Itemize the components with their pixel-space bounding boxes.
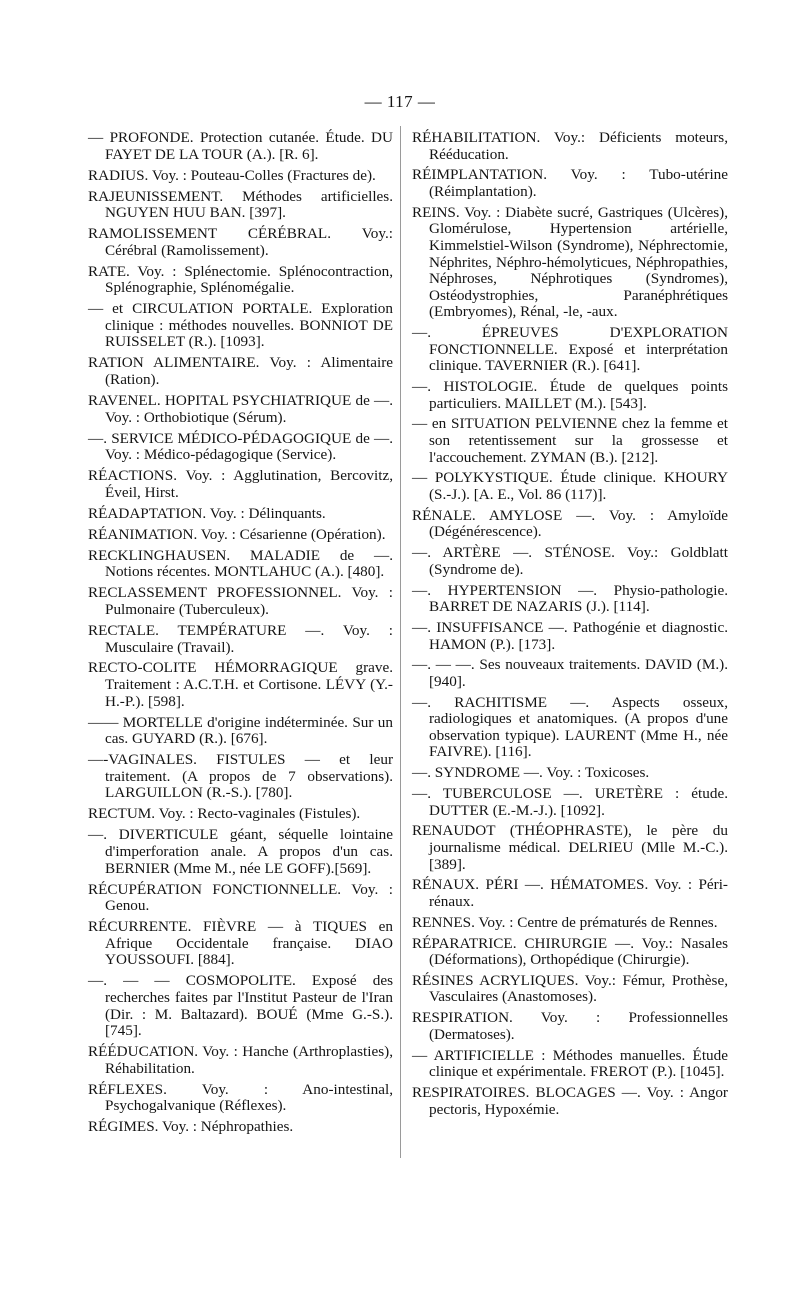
index-entry: RÉACTIONS. Voy. : Agglutination, Bercovitz, Éveil, Hirst. bbox=[88, 467, 393, 501]
index-entry: RÉCURRENTE. FIÈVRE — à TIQUES en Afrique Occidentale française. DIAO YOUSSOUFI. [884]. bbox=[88, 918, 393, 969]
index-entry: RECLASSEMENT PROFESSIONNEL. Voy. : Pulmonaire (Tuberculeux). bbox=[88, 584, 393, 618]
index-entry: RENAUDOT (THÉOPHRASTE), le père du journalisme médical. DELRIEU (Mlle M.-C.). [389]. bbox=[412, 822, 728, 873]
index-entry: —. RACHITISME —. Aspects osseux, radiologiques et anatomiques. (A propos d'une observation typique). LAURENT (Mme H., née FAIVRE). [116]. bbox=[412, 693, 728, 761]
index-entry: —. — — COSMOPOLITE. Exposé des recherches faites par l'Institut Pasteur de l'Iran (Dir. : M. Baltazard). BOUÉ (Mme G.-S.). [745]. bbox=[88, 972, 393, 1040]
index-entry: RADIUS. Voy. : Pouteau-Colles (Fractures de). bbox=[88, 166, 376, 184]
index-entry: —. TUBERCULOSE —. URETÈRE : étude. DUTTER (E.-M.-J.). [1092]. bbox=[412, 785, 728, 819]
index-entry: —— MORTELLE d'origine indéterminée. Sur un cas. GUYARD (R.). [676]. bbox=[88, 713, 393, 748]
index-entry: RÉCUPÉRATION FONCTIONNELLE. Voy. : Genou. bbox=[88, 880, 393, 915]
index-entry: RECKLINGHAUSEN. MALADIE de —. Notions récentes. MONTLAHUC (A.). [480]. bbox=[88, 546, 393, 581]
index-entry: —. — —. Ses nouveaux traitements. DAVID (M.). [940]. bbox=[412, 656, 728, 690]
left-column bbox=[88, 130, 393, 1140]
index-entry: —. DIVERTICULE géant, séquelle lointaine d'imperforation anale. A propos d'un cas. BERNIER (Mme M., née LE GOFF).[569]. bbox=[88, 826, 393, 877]
page-number: — 117 — bbox=[364, 92, 436, 111]
right-column bbox=[412, 130, 728, 1122]
index-entry: RENNES. Voy. : Centre de prématurés de Rennes. bbox=[412, 913, 718, 931]
index-entry: RATE. Voy. : Splénectomie. Splénocontraction, Splénographie, Splénomégalie. bbox=[88, 262, 393, 297]
index-entry: — et CIRCULATION PORTALE. Exploration clinique : méthodes nouvelles. BONNIOT DE RUISSELET (R.). [1093]. bbox=[88, 300, 393, 351]
index-entry: RECTO-COLITE HÉMORRAGIQUE grave. Traitement : A.C.T.H. et Cortisone. LÉVY (Y.-H.-P.). [598]. bbox=[88, 659, 393, 710]
index-entry: RÉNAUX. PÉRI —. HÉMATOMES. Voy. : Péri-rénaux. bbox=[412, 876, 728, 910]
index-entry: RÉFLEXES. Voy. : Ano-intestinal, Psychogalvanique (Réflexes). bbox=[88, 1080, 393, 1115]
index-entry: RÉPARATRICE. CHIRURGIE —. Voy.: Nasales (Déformations), Orthopédique (Chirurgie). bbox=[412, 934, 728, 969]
index-entry: RECTALE. TEMPÉRATURE —. Voy. : Musculaire (Travail). bbox=[88, 621, 393, 656]
index-entry: RATION ALIMENTAIRE. Voy. : Alimentaire (Ration). bbox=[88, 354, 393, 389]
index-entry: — PROFONDE. Protection cutanée. Étude. DU FAYET DE LA TOUR (A.). [R. 6]. bbox=[88, 129, 393, 163]
index-entry: RÉSINES ACRYLIQUES. Voy.: Fémur, Prothèse, Vasculaires (Anastomoses). bbox=[412, 971, 728, 1006]
index-entry: — en SITUATION PELVIENNE chez la femme et son retentissement sur la grossesse et l'accouchement. ZYMAN (B.). [212]. bbox=[412, 415, 728, 466]
column-divider bbox=[400, 126, 401, 1158]
index-entry: RÉNALE. AMYLOSE —. Voy. : Amyloïde (Dégénérescence). bbox=[412, 506, 728, 541]
index-entry: RÉIMPLANTATION. Voy. : Tubo-utérine (Réimplantation). bbox=[412, 166, 728, 200]
index-entry: RÉÉDUCATION. Voy. : Hanche (Arthroplasties), Réhabilitation. bbox=[88, 1043, 393, 1077]
index-entry: —. ARTÈRE —. STÉNOSE. Voy.: Goldblatt (Syndrome de). bbox=[412, 544, 728, 578]
index-entry: RESPIRATOIRES. BLOCAGES —. Voy. : Angor pectoris, Hypoxémie. bbox=[412, 1084, 728, 1118]
index-entry: —. INSUFFISANCE —. Pathogénie et diagnostic. HAMON (P.). [173]. bbox=[412, 618, 728, 653]
index-entry: RESPIRATION. Voy. : Professionnelles (Dermatoses). bbox=[412, 1009, 728, 1043]
index-entry: RECTUM. Voy. : Recto-vaginales (Fistules). bbox=[88, 805, 361, 823]
index-entry: —. ÉPREUVES D'EXPLORATION FONCTIONNELLE. Exposé et interprétation clinique. TAVERNIER (R.). [641]. bbox=[412, 324, 728, 375]
index-entry: —-VAGINALES. FISTULES — et leur traitement. (A propos de 7 observations). LARGUILLON (R.-S.). [780]. bbox=[88, 751, 393, 802]
index-entry: RAMOLISSEMENT CÉRÉBRAL. Voy.: Cérébral (Ramolissement). bbox=[88, 225, 393, 259]
index-entry: RÉHABILITATION. Voy.: Déficients moteurs, Rééducation. bbox=[412, 129, 728, 163]
index-entry: —. SYNDROME —. Voy. : Toxicoses. bbox=[412, 764, 650, 782]
index-entry: — POLYKYSTIQUE. Étude clinique. KHOURY (S.-J.). [A. E., Vol. 86 (117)]. bbox=[412, 469, 728, 503]
index-entry: RÉGIMES. Voy. : Néphropathies. bbox=[88, 1118, 294, 1136]
index-entry: RAVENEL. HOPITAL PSYCHIATRIQUE de —. Voy. : Orthobiotique (Sérum). bbox=[88, 392, 393, 426]
index-entry: —. HYPERTENSION —. Physio-pathologie. BARRET DE NAZARIS (J.). [114]. bbox=[412, 581, 728, 616]
index-entry: REINS. Voy. : Diabète sucré, Gastriques (Ulcères), Glomérulose, Hypertension artérielle, Kimmelstiel-Wilson (Syndrome), Néphrectomie, Néphrites, Néphro-hémolyticues, Néphropathies, Néphroses, Néphrotiques (Syndromes), Ostéodystrophies, Paranéphrétiques (Embryomes), Rénal, -le, -aux. bbox=[412, 203, 728, 321]
index-entry: RÉANIMATION. Voy. : Césarienne (Opération). bbox=[88, 525, 386, 543]
index-entry: RÉADAPTATION. Voy. : Délinquants. bbox=[88, 504, 326, 522]
index-entry: — ARTIFICIELLE : Méthodes manuelles. Étude clinique et expérimentale. FREROT (P.). [1045]. bbox=[412, 1046, 728, 1081]
index-entry: —. SERVICE MÉDICO-PÉDAGOGIQUE de —. Voy. : Médico-pédagogique (Service). bbox=[88, 429, 393, 464]
index-entry: —. HISTOLOGIE. Étude de quelques points particuliers. MAILLET (M.). [543]. bbox=[412, 378, 728, 412]
index-entry: RAJEUNISSEMENT. Méthodes artificielles. NGUYEN HUU BAN. [397]. bbox=[88, 187, 393, 222]
